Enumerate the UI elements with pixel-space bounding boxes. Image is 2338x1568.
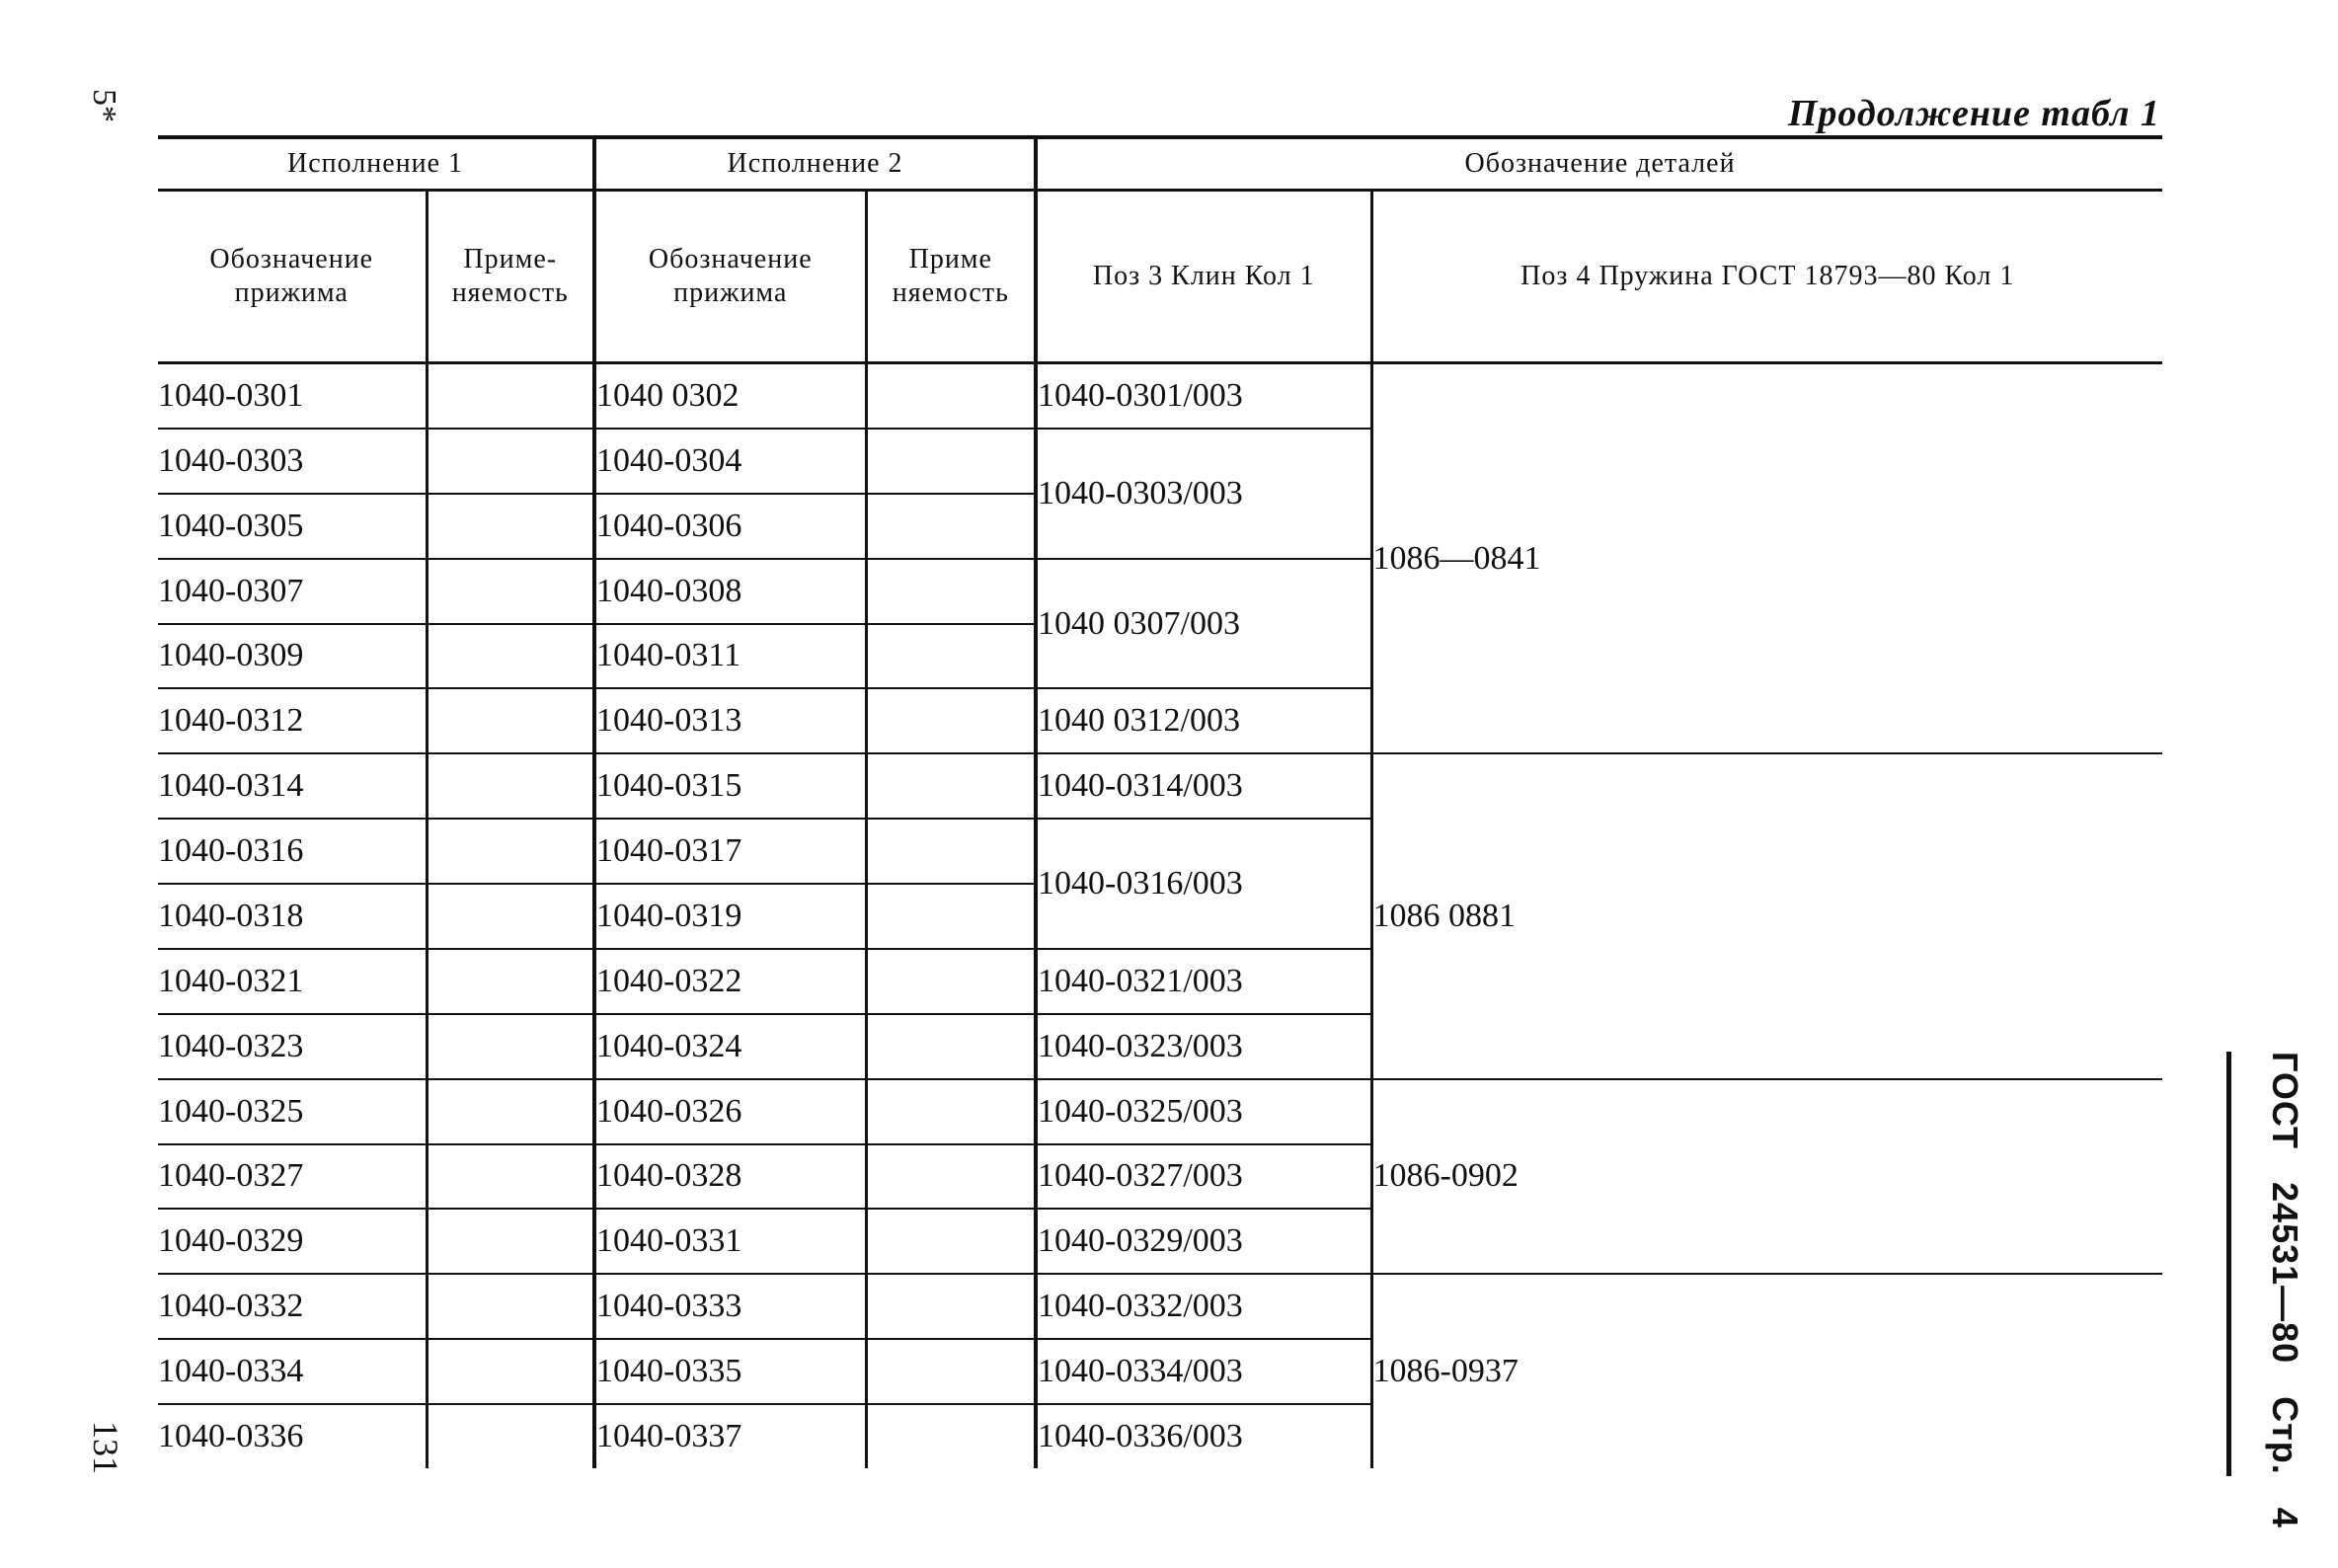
pos3-code: 1040-0303/003 xyxy=(1036,429,1371,559)
applicability-cell xyxy=(427,1209,594,1274)
gost-page-stamp xyxy=(2226,1052,2310,1529)
parts-table xyxy=(158,135,2162,1468)
pos3-code: 1040-0325/003 xyxy=(1036,1079,1371,1144)
applicability-cell xyxy=(427,688,594,753)
exec2-code: 1040-0319 xyxy=(594,884,866,949)
exec2-code: 1040-0313 xyxy=(594,688,866,753)
exec1-code: 1040-0303 xyxy=(158,429,427,494)
applicability-cell xyxy=(866,753,1036,819)
exec1-code: 1040-0336 xyxy=(158,1404,427,1468)
pos4-code: 1086—0841 xyxy=(1371,363,2162,754)
applicability-cell xyxy=(866,363,1036,429)
exec1-code: 1040-0309 xyxy=(158,624,427,689)
header-applicability-1: Приме-няемость xyxy=(427,191,594,363)
exec1-code: 1040-0316 xyxy=(158,819,427,884)
exec2-code: 1040-0333 xyxy=(594,1274,866,1339)
exec1-code: 1040-0314 xyxy=(158,753,427,819)
applicability-cell xyxy=(866,1079,1036,1144)
pos3-code: 1040-0332/003 xyxy=(1036,1274,1371,1339)
applicability-cell xyxy=(866,1014,1036,1079)
applicability-cell xyxy=(427,494,594,559)
pos3-code: 1040-0314/003 xyxy=(1036,753,1371,819)
exec2-code: 1040-0335 xyxy=(594,1339,866,1404)
exec1-code: 1040-0307 xyxy=(158,559,427,624)
pos3-code: 1040-0334/003 xyxy=(1036,1339,1371,1404)
applicability-cell xyxy=(866,494,1036,559)
margin-mark: 5* xyxy=(86,89,122,122)
applicability-cell xyxy=(427,363,594,429)
applicability-cell xyxy=(427,1079,594,1144)
applicability-cell xyxy=(866,559,1036,624)
exec2-code: 1040-0326 xyxy=(594,1079,866,1144)
exec1-code: 1040-0332 xyxy=(158,1274,427,1339)
pos3-code: 1040-0336/003 xyxy=(1036,1404,1371,1468)
exec2-code: 1040-0324 xyxy=(594,1014,866,1079)
applicability-cell xyxy=(427,949,594,1014)
pos3-code: 1040-0327/003 xyxy=(1036,1144,1371,1210)
header-execution-2: Исполнение 2 xyxy=(594,137,1036,191)
applicability-cell xyxy=(866,819,1036,884)
exec1-code: 1040-0301 xyxy=(158,363,427,429)
applicability-cell xyxy=(866,624,1036,689)
header-designation-2: Обозначение прижима xyxy=(594,191,866,363)
exec1-code: 1040-0325 xyxy=(158,1079,427,1144)
applicability-cell xyxy=(427,1144,594,1210)
exec2-code: 1040-0304 xyxy=(594,429,866,494)
gost-stamp-text: ГОСТ 24531—80 Стр. 4 xyxy=(2265,1052,2305,1529)
applicability-cell xyxy=(427,624,594,689)
applicability-cell xyxy=(427,753,594,819)
header-designation-1: Обозначение прижима xyxy=(158,191,427,363)
exec2-code: 1040-0328 xyxy=(594,1144,866,1210)
applicability-cell xyxy=(427,884,594,949)
exec2-code: 1040-0306 xyxy=(594,494,866,559)
header-part-designations: Обозначение деталей xyxy=(1036,137,2162,191)
applicability-cell xyxy=(427,1274,594,1339)
pos3-code: 1040 0307/003 xyxy=(1036,559,1371,689)
exec2-code: 1040-0311 xyxy=(594,624,866,689)
pos4-code: 1086-0902 xyxy=(1371,1079,2162,1275)
applicability-cell xyxy=(866,884,1036,949)
exec2-code: 1040-0337 xyxy=(594,1404,866,1468)
pos4-code: 1086-0937 xyxy=(1372,1353,1519,1390)
exec1-code: 1040-0318 xyxy=(158,884,427,949)
header-applicability-2: Приме няемость xyxy=(866,191,1036,363)
header-execution-1: Исполнение 1 xyxy=(158,137,594,191)
applicability-cell xyxy=(866,1274,1036,1339)
exec1-code: 1040-0327 xyxy=(158,1144,427,1210)
applicability-cell xyxy=(427,429,594,494)
pos3-code: 1040-0321/003 xyxy=(1036,949,1371,1014)
exec2-code: 1040-0331 xyxy=(594,1209,866,1274)
applicability-cell xyxy=(866,1339,1036,1404)
pos3-code: 1040-0301/003 xyxy=(1036,363,1371,429)
exec1-code: 1040-0321 xyxy=(158,949,427,1014)
exec2-code: 1040-0308 xyxy=(594,559,866,624)
applicability-cell xyxy=(866,1404,1036,1468)
table-continuation-caption: Продолжение табл 1 xyxy=(1787,93,2160,134)
exec2-code: 1040-0322 xyxy=(594,949,866,1014)
pos3-code: 1040 0312/003 xyxy=(1036,688,1371,753)
exec1-code: 1040-0329 xyxy=(158,1209,427,1274)
applicability-cell xyxy=(866,429,1036,494)
applicability-cell xyxy=(427,1339,594,1404)
exec2-code: 1040 0302 xyxy=(594,363,866,429)
applicability-cell xyxy=(427,559,594,624)
applicability-cell xyxy=(866,949,1036,1014)
page-number: 131 xyxy=(86,1421,125,1474)
applicability-cell xyxy=(427,1404,594,1468)
applicability-cell xyxy=(866,1144,1036,1210)
exec1-code: 1040-0334 xyxy=(158,1339,427,1404)
applicability-cell xyxy=(866,1209,1036,1274)
applicability-cell xyxy=(427,819,594,884)
exec1-code: 1040-0305 xyxy=(158,494,427,559)
applicability-cell xyxy=(427,1014,594,1079)
exec2-code: 1040-0317 xyxy=(594,819,866,884)
pos4-code: 1086 0881 xyxy=(1371,753,2162,1078)
exec2-code: 1040-0315 xyxy=(594,753,866,819)
header-pos4-spring: Поз 4 Пружина ГОСТ 18793—80 Кол 1 xyxy=(1371,191,2162,363)
applicability-cell xyxy=(866,688,1036,753)
header-pos3-wedge: Поз 3 Клин Кол 1 xyxy=(1036,191,1371,363)
pos3-code: 1040-0329/003 xyxy=(1036,1209,1371,1274)
pos3-code: 1040-0316/003 xyxy=(1036,819,1371,949)
exec1-code: 1040-0323 xyxy=(158,1014,427,1079)
pos3-code: 1040-0323/003 xyxy=(1036,1014,1371,1079)
exec1-code: 1040-0312 xyxy=(158,688,427,753)
